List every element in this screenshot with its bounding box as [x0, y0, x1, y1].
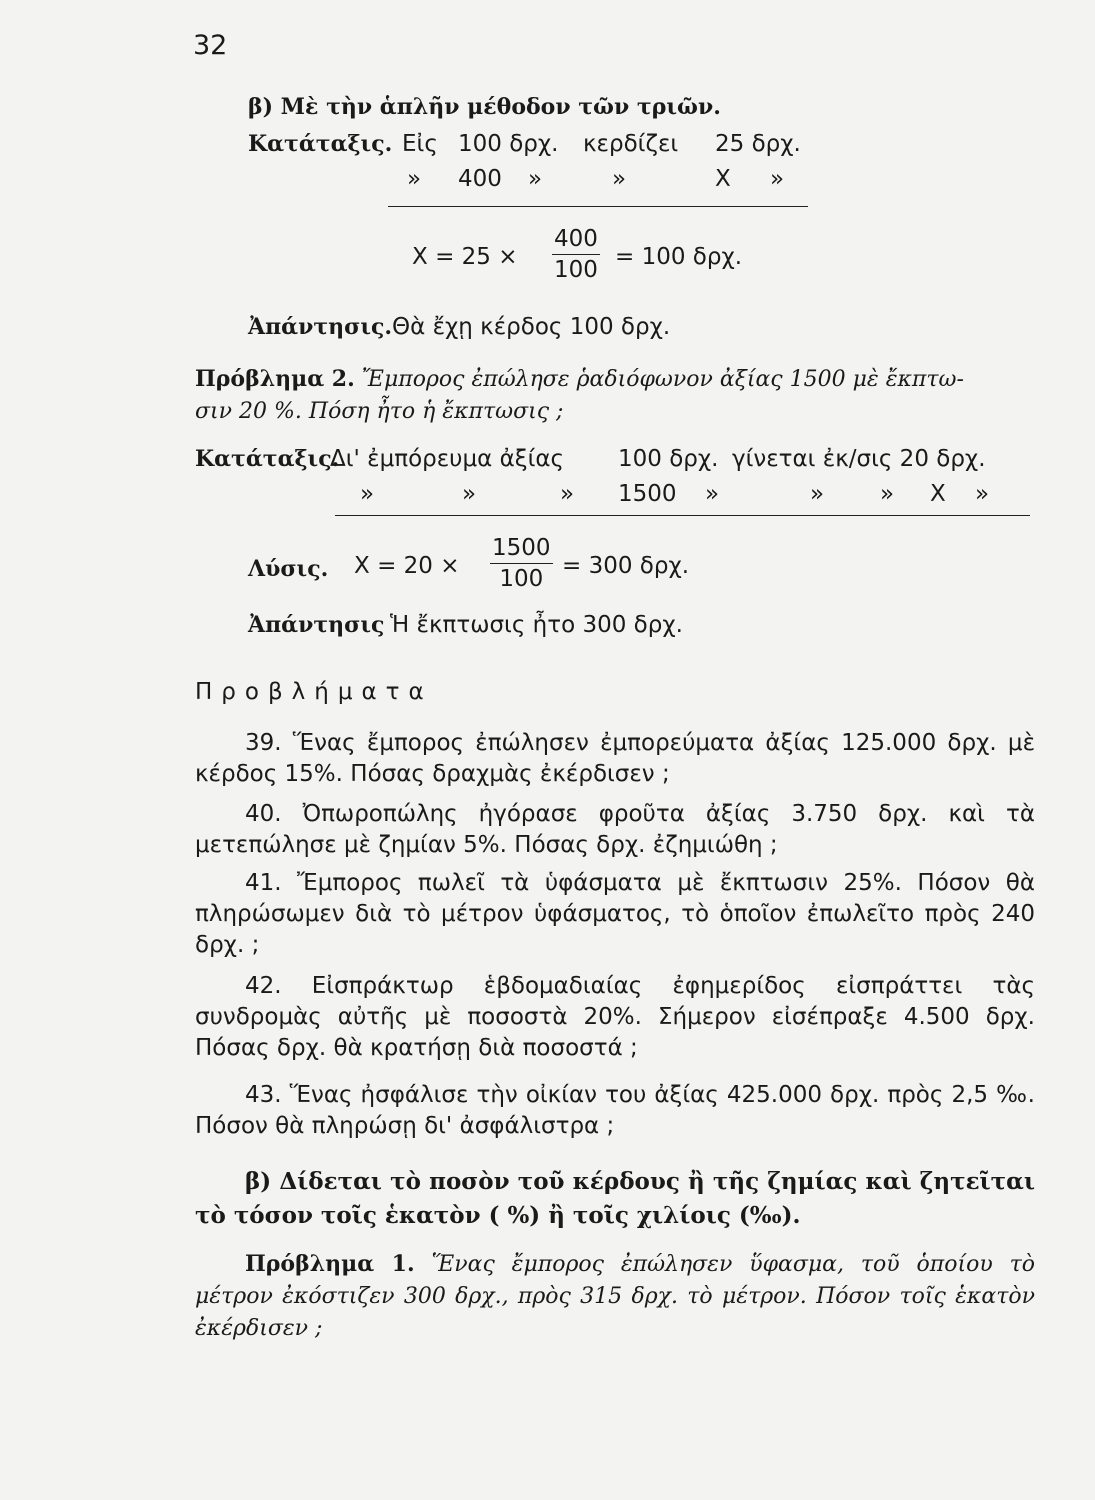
fraction-denominator: 100: [554, 257, 598, 283]
kataxis-label: Κατάταξις.: [248, 131, 393, 157]
fraction-denominator: 100: [499, 566, 544, 592]
p2-row2-unknown: Χ: [930, 481, 946, 507]
fraction-numerator: 1500: [490, 535, 553, 564]
problem2-text1: Ἔμπορος ἐπώλησε ῥαδιόφωνον ἀξίας 1500 μὲ ἔκπτω-: [361, 367, 964, 392]
equation-lhs: Χ = 25 ×: [412, 244, 518, 270]
equation-lhs: Χ = 20 ×: [354, 553, 460, 579]
row2-ditto: »: [528, 166, 543, 192]
p2-row2-ditto: »: [462, 481, 477, 507]
exercise-43: 43. Ἕνας ἠσφάλισε τὴν οἰκίαν του ἀξίας 425.000 δρχ. πρὸς 2,5 ‰. Πόσον θὰ πληρώσῃ δι' ἀσφάλιστρα ;: [195, 1082, 1035, 1139]
p2-row2-ditto: »: [880, 481, 895, 507]
rule-divider: [335, 515, 1030, 516]
p2-row2-ditto: »: [560, 481, 575, 507]
equation-fraction: [552, 226, 600, 283]
rule-divider: [388, 206, 808, 207]
row2-ditto: »: [770, 166, 785, 192]
answer-label: Ἀπάντησις.: [248, 314, 393, 340]
p2-row1-item: Δι' ἐμπόρευμα ἀξίας: [330, 446, 565, 472]
row1-amount: 100 δρχ.: [458, 131, 559, 157]
row1-eis: Εἰς: [402, 131, 438, 157]
problem1-paragraph: [195, 1248, 1035, 1345]
page-number: 32: [193, 30, 228, 61]
row2-ditto: »: [407, 166, 422, 192]
kataxis-label: Κατάταξις.: [195, 446, 340, 472]
problem1-label: Πρόβλημα 1.: [245, 1251, 415, 1277]
equation-rhs: = 300 δρχ.: [562, 553, 690, 579]
p2-row2-ditto: »: [705, 481, 720, 507]
exercise-40: 40. Ὀπωροπώλης ἠγόρασε φροῦτα ἀξίας 3.750 δρχ. καὶ τὰ μετεπώλησε μὲ ζημίαν 5%. Πόσας δρχ. ἐζημιώθη ;: [195, 801, 1035, 858]
row2-ditto: »: [612, 166, 627, 192]
p2-row1-amount: 100 δρχ.: [618, 446, 719, 472]
problem2-label: Πρόβλημα 2.: [195, 366, 355, 392]
exercise-41: 41. Ἔμπορος πωλεῖ τὰ ὑφάσματα μὲ ἔκπτωσιν 25%. Πόσον θὰ πληρώσωμεν διὰ τὸ μέτρον ὑφάσματος, τὸ ὁποῖον ἐπωλεῖτο πρὸς 240 δρχ. ;: [195, 870, 1035, 958]
problems-heading: Προβλήματα: [195, 679, 433, 705]
row1-verb: κερδίζει: [583, 131, 679, 157]
equation-rhs: = 100 δρχ.: [615, 244, 743, 270]
p2-row2-ditto: »: [975, 481, 990, 507]
fraction-numerator: 400: [552, 226, 600, 255]
answer-label: Ἀπάντησις: [248, 612, 385, 638]
section-beta-2: β) Δίδεται τὸ ποσὸν τοῦ κέρδους ἢ τῆς ζημίας καὶ ζητεῖται τὸ τόσον τοῖς ἑκατὸν ( %) ἢ τοῖς χιλίοις (‰).: [195, 1168, 1035, 1229]
p2-row1-discount: γίνεται ἐκ/σις 20 δρχ.: [732, 446, 986, 472]
exercise-39: 39. Ἕνας ἔμπορος ἐπώλησεν ἐμπορεύματα ἀξίας 125.000 δρχ. μὲ κέρδος 15%. Πόσας δραχμὰς ἐκέρδισεν ;: [195, 730, 1035, 787]
row2-unknown: Χ: [715, 166, 731, 192]
answer-text: Θὰ ἔχῃ κέρδος 100 δρχ.: [392, 314, 671, 340]
p2-row2-ditto: »: [360, 481, 375, 507]
solution-label: Λύσις.: [248, 556, 329, 582]
row1-profit: 25 δρχ.: [715, 131, 801, 157]
problem2-text2: σιν 20 %. Πόση ἦτο ἡ ἔκπτωσις ;: [195, 399, 564, 424]
row2-amount: 400: [458, 166, 502, 192]
p2-row2-amount: 1500: [618, 481, 677, 507]
p2-row2-ditto: »: [810, 481, 825, 507]
section-title: β) Μὲ τὴν ἁπλῆν μέθοδον τῶν τριῶν.: [248, 94, 721, 120]
equation-fraction: [490, 535, 553, 592]
exercise-42: 42. Εἰσπράκτωρ ἑβδομαδιαίας ἐφημερίδος εἰσπράττει τὰς συνδρομὰς αὐτῆς μὲ ποσοστὰ 20%. Σήμερον εἰσέπραξε 4.500 δρχ. Πόσας δρχ. θὰ κρατήσῃ διὰ ποσοστά ;: [195, 973, 1035, 1061]
problem1-text: Ἕνας ἔμπορος ἐπώλησεν ὕφασμα, τοῦ ὁποίου τὸ μέτρον ἐκόστιζεν 300 δρχ., πρὸς 315 δρχ. τὸ μέτρον. Πόσον τοῖς ἑκατὸν ἐκέρδισεν ;: [195, 1252, 1035, 1341]
problem2-line1: [195, 366, 964, 392]
answer-text: Ἡ ἔκπτωσις ἦτο 300 δρχ.: [390, 612, 683, 638]
